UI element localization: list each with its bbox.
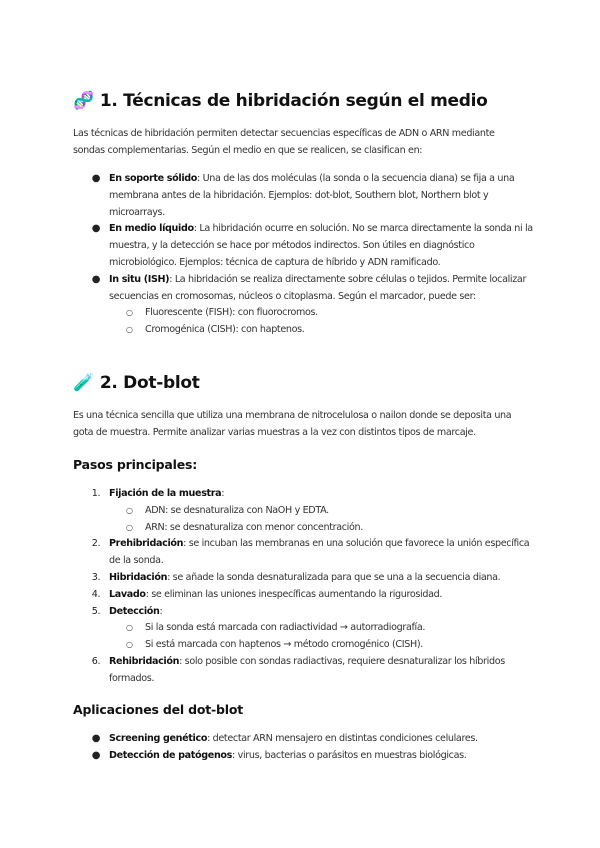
term-text: : se incuban las membranas en una solución que favorece la unión específica de la sonda. bbox=[109, 538, 530, 567]
list-item bbox=[73, 486, 533, 503]
term-text: : Una de las dos moléculas (la sonda o la secuencia diana) se fija a una membrana antes de la hibridación. Ejemplos: dot-blot, Southern blot, Northern blot y microarrays. bbox=[109, 173, 515, 218]
circle-bullet-icon: ○ bbox=[126, 623, 133, 633]
medium-list bbox=[73, 171, 533, 339]
term-label: Fijación de la muestra bbox=[109, 488, 222, 499]
term-text: : La hibridación se realiza directamente sobre células o tejidos. Permite localizar secuencias en cromosomas, núcleos o citoplasma. Según el marcador, puede ser: bbox=[109, 273, 527, 302]
sub-item-text: Fluorescente (FISH): con fluorocromos. bbox=[145, 307, 318, 319]
sub-item-text: Si está marcada con haptenos → método cromogénico (CISH). bbox=[145, 639, 423, 651]
section-2-title: 2. Dot-blot bbox=[99, 373, 200, 393]
term-label: En soporte sólido bbox=[109, 173, 198, 184]
list-item bbox=[73, 654, 533, 688]
circle-bullet-icon: ○ bbox=[126, 325, 133, 335]
term-text: : se eliminan las uniones inespecíficas aumentando la rigurosidad. bbox=[145, 588, 443, 600]
term-label: Screening genético bbox=[109, 733, 208, 744]
term-text: : se añade la sonda desnaturalizada para que se una a la secuencia diana. bbox=[167, 571, 501, 583]
bullet-icon: ● bbox=[91, 273, 101, 285]
sub-list-item bbox=[73, 305, 533, 322]
circle-bullet-icon: ○ bbox=[126, 640, 133, 650]
step-number: 6. bbox=[91, 655, 101, 667]
circle-bullet-icon: ○ bbox=[126, 505, 133, 515]
steps-list bbox=[73, 486, 533, 688]
sub-item-text: ADN: se desnaturaliza con NaOH y EDTA. bbox=[145, 504, 329, 516]
list-item bbox=[73, 748, 533, 765]
list-item bbox=[73, 536, 533, 570]
section-1-heading bbox=[73, 91, 488, 111]
step-number: 3. bbox=[91, 571, 101, 583]
term-label: Lavado bbox=[109, 588, 146, 600]
applications-heading: Aplicaciones del dot-blot bbox=[73, 702, 244, 717]
sub-list-item bbox=[73, 503, 533, 520]
term-text: : detectar ARN mensajero en distintas condiciones celulares. bbox=[207, 733, 478, 744]
section-1-intro: Las técnicas de hibridación permiten detectar secuencias específicas de ADN o ARN mediante sondas complementarias. Según el medio en que se realicen, se clasifican en: bbox=[73, 128, 495, 156]
term-label: Hibridación bbox=[109, 571, 168, 583]
term-text: : bbox=[221, 488, 225, 499]
term-text: : bbox=[159, 605, 163, 617]
test-tube-icon: 🧪 bbox=[73, 373, 94, 393]
step-number: 1. bbox=[91, 488, 101, 499]
term-text: : La hibridación ocurre en solución. No se marca directamente la sonda ni la muestra, y la detección se hace por métodos indirectos. Son útiles en diagnóstico microbiológico. Ejemplos: técnica de captura de híbrido y ADN ramificado. bbox=[109, 223, 533, 268]
term-label: In situ (ISH) bbox=[109, 273, 170, 285]
list-item bbox=[73, 570, 533, 587]
list-item bbox=[73, 604, 533, 621]
circle-bullet-icon: ○ bbox=[126, 522, 133, 532]
section-2-intro: Es una técnica sencilla que utiliza una membrana de nitrocelulosa o nailon donde se deposita una gota de muestra. Permite analizar varias muestras a la vez con distintos tipos de marcaje. bbox=[73, 410, 512, 438]
bullet-icon: ● bbox=[91, 173, 101, 184]
bullet-icon: ● bbox=[91, 223, 101, 235]
sub-item-text: Si la sonda está marcada con radiactividad → autorradiografía. bbox=[145, 622, 426, 634]
step-number: 4. bbox=[91, 588, 101, 600]
term-text: : solo posible con sondas radiactivas, requiere desnaturalizar los híbridos formados. bbox=[109, 655, 505, 684]
list-item bbox=[73, 731, 533, 748]
term-text: : virus, bacterias o parásitos en muestras biológicas. bbox=[232, 749, 467, 761]
bullet-icon: ● bbox=[91, 749, 101, 761]
dna-icon: 🧬 bbox=[73, 91, 94, 111]
term-label: Detección bbox=[109, 605, 160, 617]
step-number: 2. bbox=[91, 538, 101, 550]
section-1-title: 1. Técnicas de hibridación según el medio bbox=[99, 91, 488, 111]
term-label: Prehibridación bbox=[109, 538, 184, 550]
step-number: 5. bbox=[91, 605, 101, 617]
list-item bbox=[73, 171, 533, 221]
section-2-heading bbox=[73, 373, 200, 393]
term-label: Detección de patógenos bbox=[109, 749, 233, 761]
sub-list-item bbox=[73, 520, 533, 537]
list-item bbox=[73, 221, 533, 271]
sub-item-text: Cromogénica (CISH): con haptenos. bbox=[145, 324, 305, 336]
list-item bbox=[73, 587, 533, 604]
term-label: Rehibridación bbox=[109, 655, 180, 667]
sub-list-item bbox=[73, 620, 533, 637]
list-item bbox=[73, 272, 533, 306]
bullet-icon: ● bbox=[91, 733, 101, 744]
circle-bullet-icon: ○ bbox=[126, 308, 133, 318]
sub-list-item bbox=[73, 322, 533, 339]
applications-list bbox=[73, 731, 533, 765]
sub-item-text: ARN: se desnaturaliza con menor concentración. bbox=[145, 521, 363, 533]
term-label: En medio líquido bbox=[109, 223, 194, 235]
steps-heading: Pasos principales: bbox=[73, 457, 198, 472]
sub-list-item bbox=[73, 637, 533, 654]
